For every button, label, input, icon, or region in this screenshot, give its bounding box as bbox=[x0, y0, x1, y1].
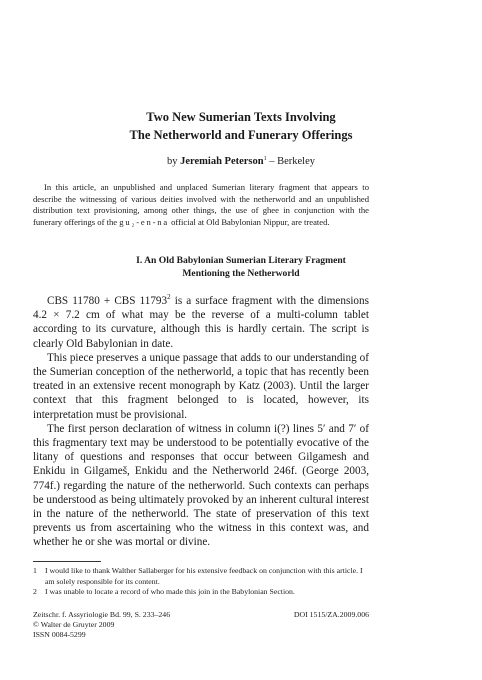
section-heading bbox=[0, 254, 482, 280]
footnotes bbox=[33, 566, 369, 598]
footnote-text: I was unable to locate a record of who made this join in the Babylonian Section. bbox=[45, 587, 295, 597]
author-footnote-marker[interactable]: 1 bbox=[263, 156, 267, 162]
title-line-1: Two New Sumerian Texts Involving bbox=[146, 110, 336, 124]
section-heading-line-1: I. An Old Babylonian Sumerian Literary Fragment bbox=[136, 255, 346, 266]
section-heading-line-2: Mentioning the Netherworld bbox=[182, 268, 300, 279]
issn: ISSN 0084-5299 bbox=[33, 630, 86, 639]
publisher-copyright: © Walter de Gruyter 2009 bbox=[33, 620, 115, 629]
footnote-2 bbox=[33, 587, 369, 598]
abstract-text-start: In this article, an unpublished and unplaced Sumerian literary fragment that appears to describe the witnessing of various deities involved with the netherworld and an unpublished distribution text provisioning, among other things, the use of ghee in conjunction with the funerary offerings of the bbox=[33, 182, 369, 227]
footnote-1 bbox=[33, 566, 369, 587]
doi[interactable]: DOI 1515/ZA.2009.006 bbox=[293, 610, 369, 619]
article-title bbox=[0, 108, 482, 144]
abstract-term: gu₂-en-na bbox=[119, 216, 169, 227]
publication-info bbox=[33, 610, 369, 640]
abstract-text-end: official at Old Babylonian Nippur, are treated. bbox=[168, 216, 330, 227]
abstract bbox=[33, 182, 369, 228]
body-p1-rest: is a surface fragment with the dimensions 4.2 × 7.2 cm of what may be the reverse of a multi-column tablet according to its curvature, although this is hardly certain. The script is clearly Old Babylonian in date. bbox=[33, 295, 369, 350]
footnote-number: 1 bbox=[33, 566, 37, 575]
body-p1-start: CBS 11780 + CBS 11793 bbox=[47, 295, 168, 307]
author-name: Jeremiah Peterson bbox=[180, 156, 264, 167]
body-paragraph-2: This piece preserves a unique passage that adds to our understanding of the Sumerian conception of the netherworld, a topic that has recently been treated in an extensive recent monograph by Katz (2003). Until the larger context that this fragment belonged to is located, however, its interpretation must be provisional. bbox=[33, 351, 369, 421]
body-paragraph-1 bbox=[33, 290, 369, 351]
footnote-divider bbox=[33, 561, 101, 562]
author-affiliation: – Berkeley bbox=[266, 156, 316, 167]
footnote-text: I would like to thank Walther Sallaberger for his extensive feedback on conjunction with this article. I am solely responsible for its content. bbox=[45, 566, 363, 586]
title-line-2: The Netherworld and Funerary Offerings bbox=[129, 128, 353, 142]
footnote-marker-2[interactable]: 2 bbox=[167, 293, 171, 301]
journal-citation: Zeitschr. f. Assyriologie Bd. 99, S. 233–246 bbox=[33, 610, 171, 619]
footnote-number: 2 bbox=[33, 587, 37, 597]
body-paragraph-3: The first person declaration of witness in column i(?) lines 5′ and 7′ of this fragmentary text may be understood to be potentially evocative of the litany of questions and responses that occur between Gilgamesh and Enkidu in Gilgameš, Enkidu and the Netherworld 246f. (George 2003, 774f.) regarding the nature of the netherworld. Such contexts can perhaps be understood as being ultimately provoked by an inherent cultural interest in the nature of the netherworld. The state of preservation of this text prevents us from ascertaining who the witness in this context was, and whether he or she was mortal or divine. bbox=[33, 422, 369, 549]
abstract-paragraph bbox=[33, 182, 369, 228]
byline bbox=[0, 152, 482, 169]
journal-row bbox=[33, 610, 369, 620]
body-text bbox=[33, 290, 369, 550]
byline-prefix: by bbox=[166, 156, 181, 167]
